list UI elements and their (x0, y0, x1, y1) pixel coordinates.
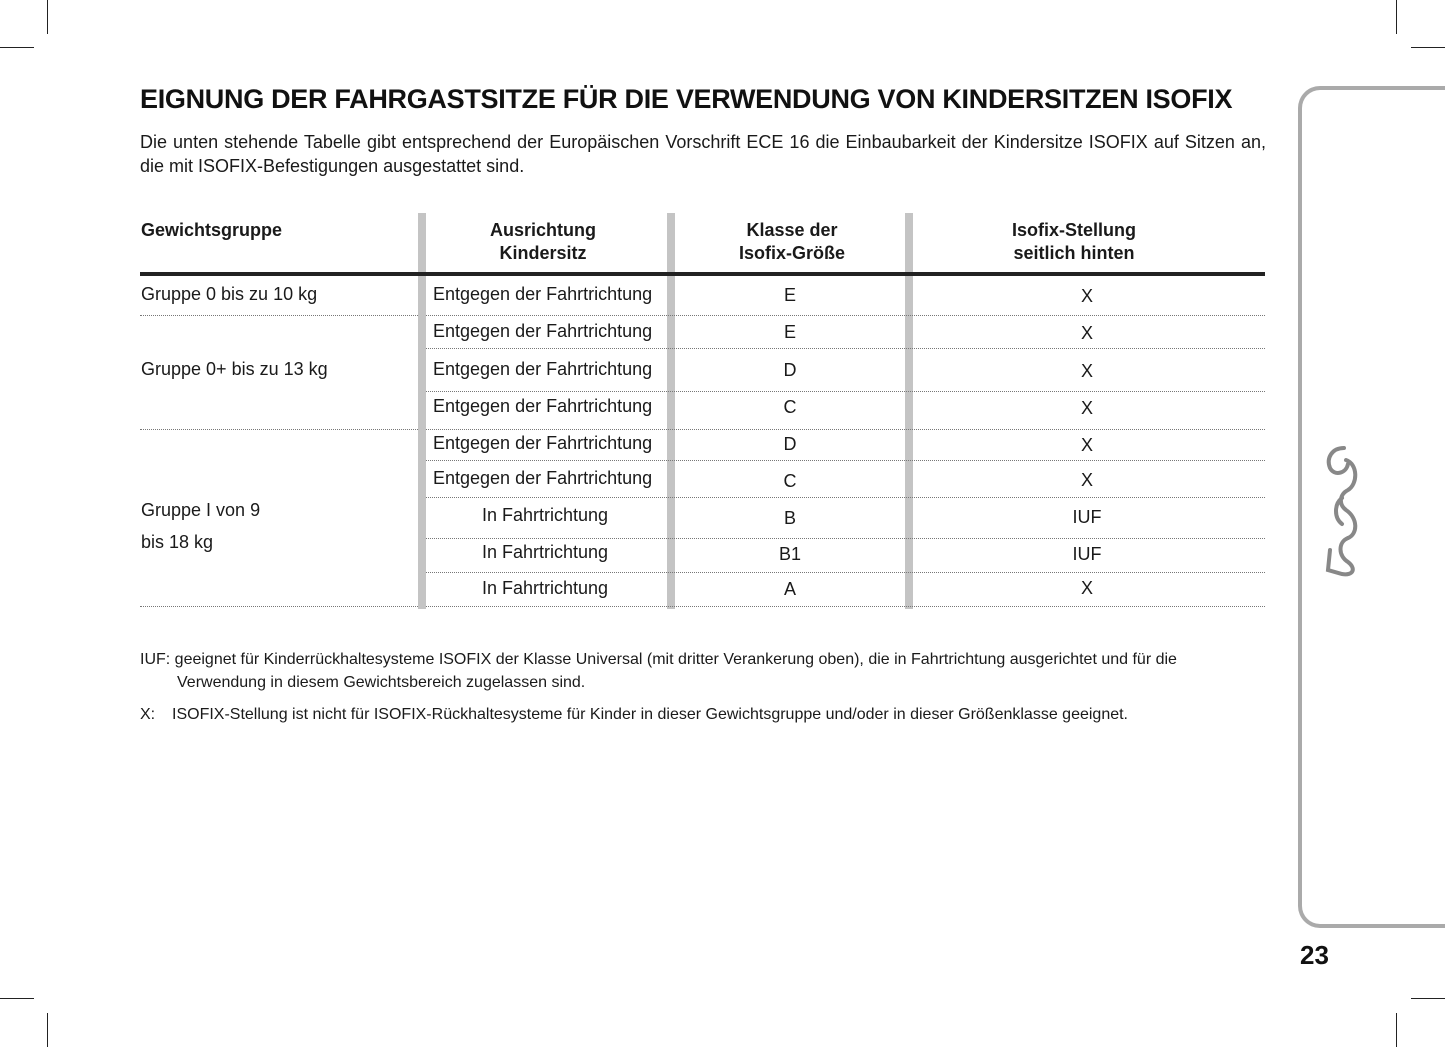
crop-mark (1396, 1013, 1397, 1047)
row-separator (426, 348, 1265, 349)
crop-mark (1411, 47, 1445, 48)
row-separator (140, 429, 418, 430)
crop-mark (47, 0, 48, 34)
row-separator (426, 391, 1265, 392)
size-class-cell: B (783, 508, 796, 528)
size-class-cell: E (783, 285, 796, 305)
header-orientation: Ausrichtung Kindersitz (490, 220, 596, 263)
row-separator (426, 429, 1265, 430)
row-separator (426, 606, 1265, 607)
crop-mark (47, 1013, 48, 1047)
orientation-cell: In Fahrtrichtung (481, 542, 609, 562)
orientation-cell: Entgegen der Fahrtrichtung (433, 359, 653, 379)
footnote-key: X: (140, 706, 156, 723)
orientation-cell: Entgegen der Fahrtrichtung (433, 433, 653, 453)
footnote-x: X: ISOFIX-Stellung ist nicht für ISOFIX-Rückhaltesysteme für Kinder in dieser Gewichtsgruppe und/oder in dieser Größenklasse geeignet. (140, 703, 1266, 726)
footnote-key: IUF: (140, 651, 171, 668)
isofix-position-cell: X (1080, 398, 1093, 418)
header-size-class: Klasse der Isofix-Größe (738, 220, 845, 263)
row-separator (140, 315, 418, 316)
isofix-position-cell: X (1080, 286, 1093, 306)
page-title: EIGNUNG DER FAHRGASTSITZE FÜR DIE VERWENDUNG VON KINDERSITZEN ISOFIX (140, 84, 1233, 114)
header-rule (140, 272, 1265, 276)
page-number: 23 (1300, 940, 1329, 970)
orientation-cell: Entgegen der Fahrtrichtung (433, 321, 653, 341)
row-separator (426, 538, 1265, 539)
isofix-position-cell: IUF (1072, 507, 1102, 527)
row-separator (426, 572, 1265, 573)
weight-group-label: Gruppe 0+ bis zu 13 kg (141, 359, 328, 379)
orientation-cell: Entgegen der Fahrtrichtung (433, 396, 653, 416)
row-separator (426, 497, 1265, 498)
isofix-position-cell: X (1080, 470, 1093, 490)
row-separator (426, 460, 1265, 461)
header-weight-group: Gewichtsgruppe (141, 220, 283, 240)
fiat-500-logo-icon (1318, 438, 1362, 578)
size-class-cell: D (783, 434, 797, 454)
isofix-position-cell: IUF (1072, 544, 1102, 564)
row-separator (140, 606, 418, 607)
footnote-iuf: IUF: geeignet für Kinderrückhaltesysteme ISOFIX der Klasse Universal (mit dritter Verankerung oben), die in Fahrtrichtung ausgerichtet und für die Verwendung in diesem Gewichtsbereich zugelassen sind. (140, 651, 1177, 691)
size-class-cell: B1 (778, 544, 802, 564)
isofix-position-cell: X (1080, 435, 1093, 455)
size-class-cell: C (783, 397, 797, 417)
crop-mark (1396, 0, 1397, 34)
crop-mark (0, 998, 34, 999)
weight-group-label: bis 18 kg (141, 532, 214, 552)
row-separator (426, 315, 1265, 316)
orientation-cell: Entgegen der Fahrtrichtung (433, 284, 653, 304)
size-class-cell: E (783, 322, 796, 342)
orientation-cell: In Fahrtrichtung (481, 578, 609, 598)
intro-paragraph: Die unten stehende Tabelle gibt entsprechend der Europäischen Vorschrift ECE 16 die Einbaubarkeit der Kindersitze ISOFIX auf Sitzen an, die mit ISOFIX-Befestigungen ausgestattet sind. (140, 132, 1266, 176)
isofix-position-cell: X (1080, 578, 1093, 598)
crop-mark (0, 47, 34, 48)
size-class-cell: A (783, 579, 796, 599)
weight-group-label: Gruppe 0 bis zu 10 kg (141, 284, 318, 304)
isofix-position-cell: X (1080, 361, 1093, 381)
orientation-cell: In Fahrtrichtung (481, 505, 609, 525)
size-class-cell: D (783, 360, 797, 380)
crop-mark (1411, 998, 1445, 999)
size-class-cell: C (783, 471, 797, 491)
header-isofix-position: Isofix-Stellung seitlich hinten (1011, 220, 1136, 263)
orientation-cell: Entgegen der Fahrtrichtung (433, 468, 653, 488)
isofix-position-cell: X (1080, 323, 1093, 343)
weight-group-label: Gruppe I von 9 (141, 500, 261, 520)
